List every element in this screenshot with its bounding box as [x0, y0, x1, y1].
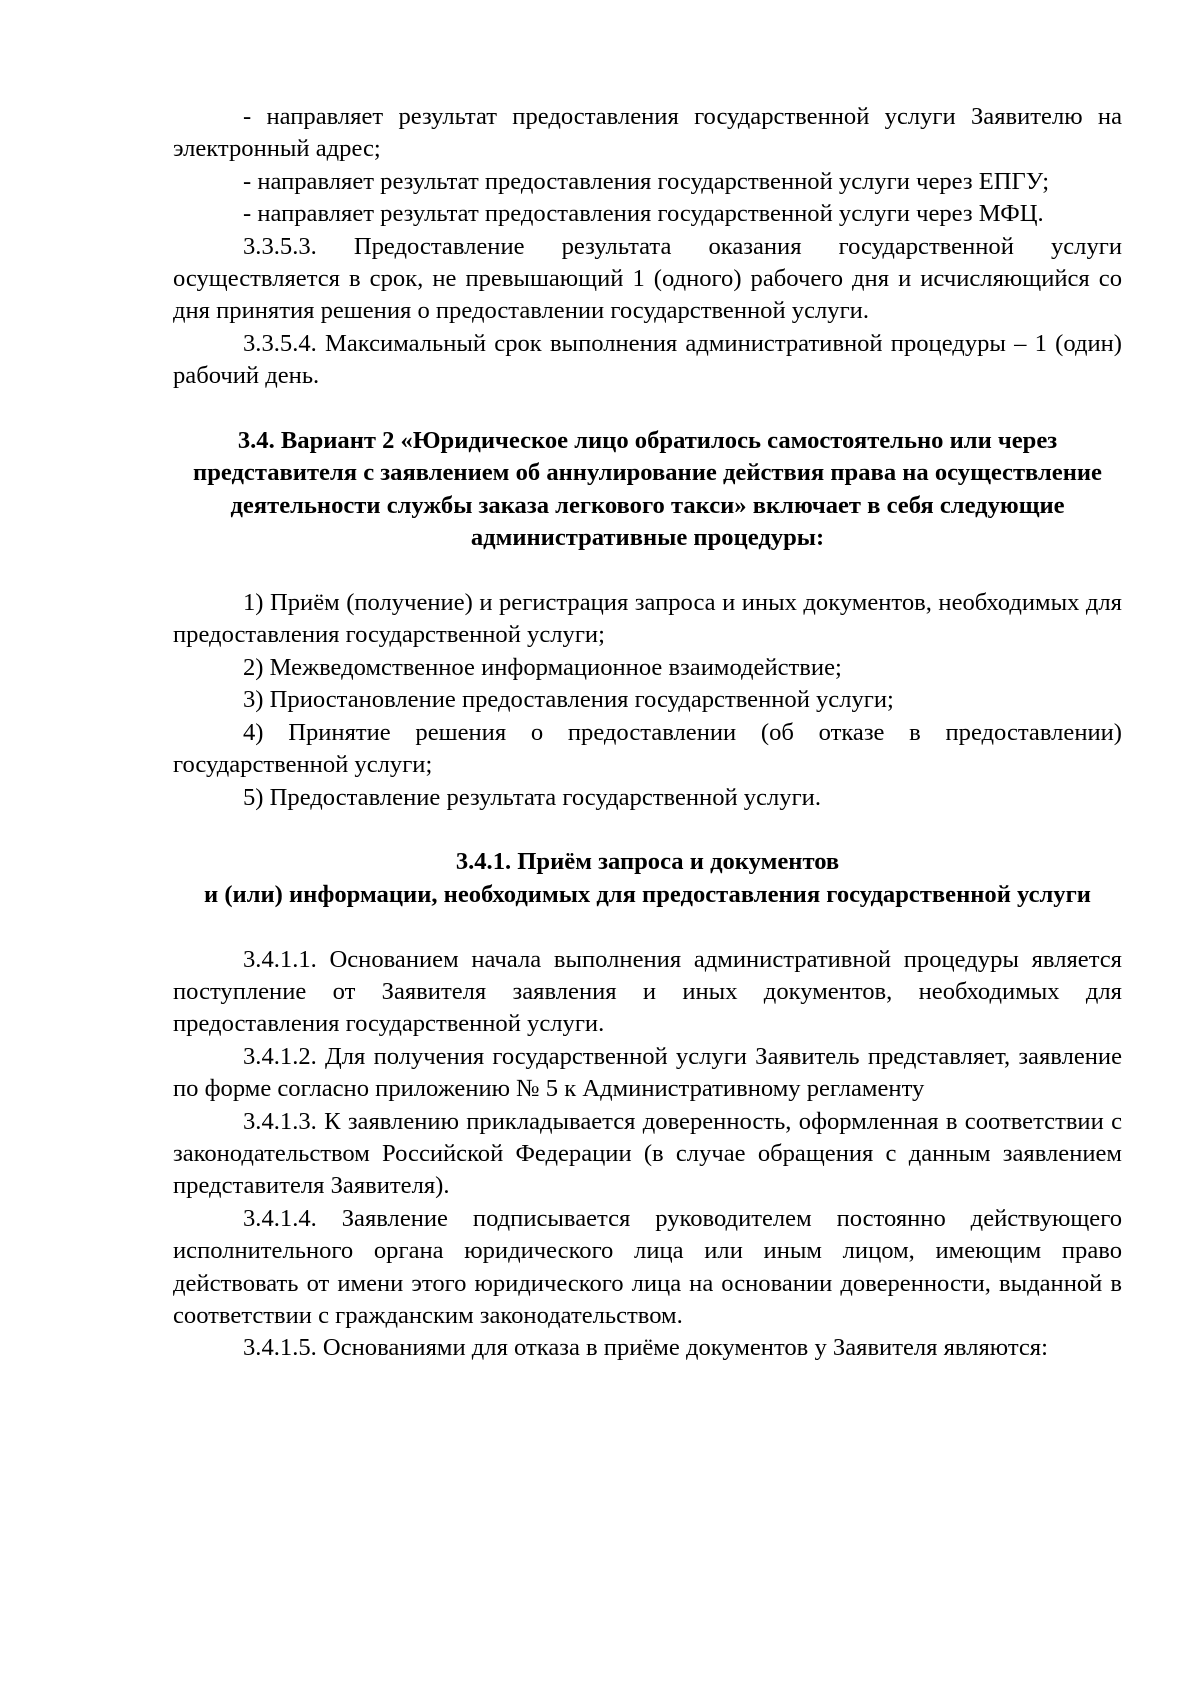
- spacer: [173, 911, 1122, 943]
- paragraph-3-4-1-4: 3.4.1.4. Заявление подписывается руководителем постоянно действующего исполнительного органа юридического лица или иным лицом, имеющим право действовать от имени этого юридического лица на основании доверенности, выданной в соответствии с гражданским законодательством.: [173, 1204, 1122, 1329]
- procedure-item: 4) Принятие решения о предоставлении (об отказе в предоставлении) государственной услуги;: [173, 718, 1122, 779]
- paragraph-3-4-1-5: 3.4.1.5. Основаниями для отказа в приёме документов у Заявителя являются:: [243, 1334, 1048, 1362]
- procedure-item: 3) Приостановление предоставления государственной услуги;: [243, 686, 894, 714]
- paragraph-3-4-1-2: 3.4.1.2. Для получения государственной услуги Заявитель представляет, заявление по форме согласно приложению № 5 к Административному регламенту: [173, 1042, 1122, 1103]
- spacer: [173, 393, 1122, 425]
- paragraph-send-email: - направляет результат предоставления государственной услуги Заявителю на электронный адрес;: [173, 103, 1122, 163]
- document-body: [173, 101, 1122, 1365]
- subsection-heading-line1: 3.4.1. Приём запроса и документов: [455, 848, 840, 876]
- procedure-item: 2) Межведомственное информационное взаимодействие;: [243, 653, 842, 681]
- paragraph-3-4-1-1: 3.4.1.1. Основанием начала выполнения административной процедуры является поступление от Заявителя заявления и иных документов, необходимых для предоставления государственной услуги.: [173, 945, 1122, 1038]
- paragraph-3-4-1-3: 3.4.1.3. К заявлению прикладывается доверенность, оформленная в соответствии с законодательством Российской Федерации (в случае обращения с данным заявлением представителя Заявителя).: [173, 1107, 1122, 1200]
- paragraph-send-mfc: - направляет результат предоставления государственной услуги через МФЦ.: [243, 200, 1044, 228]
- spacer: [173, 555, 1122, 587]
- section-heading-3-4: 3.4. Вариант 2 «Юридическое лицо обратилось самостоятельно или через представителя с заявлением об аннулирование действия права на осуществление деятельности службы заказа легкового такси» включает в себя следующие административные процедуры:: [193, 427, 1102, 552]
- paragraph-3-3-5-3: 3.3.5.3. Предоставление результата оказания государственной услуги осуществляется в срок, не превышающий 1 (одного) рабочего дня и исчисляющийся со дня принятия решения о предоставлении государственной услуги.: [173, 232, 1122, 325]
- procedure-item: 5) Предоставление результата государственной услуги.: [243, 783, 821, 811]
- procedure-item: 1) Приём (получение) и регистрация запроса и иных документов, необходимых для предоставления государственной услуги;: [173, 589, 1122, 649]
- subsection-heading-line2: и (или) информации, необходимых для предоставления государственной услуги: [204, 880, 1091, 908]
- spacer: [173, 814, 1122, 846]
- paragraph-send-epgu: - направляет результат предоставления государственной услуги через ЕПГУ;: [243, 167, 1050, 195]
- paragraph-3-3-5-4: 3.3.5.4. Максимальный срок выполнения административной процедуры – 1 (один) рабочий день.: [173, 329, 1122, 390]
